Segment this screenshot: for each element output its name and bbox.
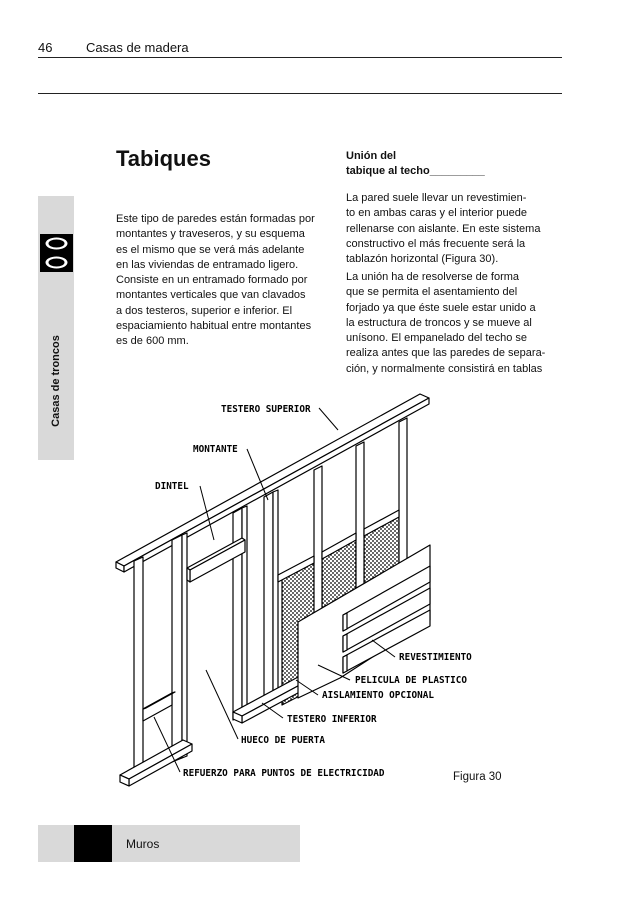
text-line: Este tipo de paredes están formadas por [116,213,315,225]
page-title: Tabiques [116,146,211,171]
text-line: montantes verticales que van clavados [116,289,306,302]
text-line: ción, y normalmente consistirá en tablas [346,362,543,375]
label-montante: MONTANTE [193,444,238,455]
text-line: es de 600 mm. [116,335,189,348]
text-line: en las viviendas de entramado ligero. [116,258,299,271]
section-heading: Unión del tabique al techo_________ [346,150,485,177]
text-line: tablazón horizontal (Figura 30). [346,253,499,266]
text-line: unísono. El empanelado del techo se [346,332,528,345]
text-line: a dos testeros, superior e inferior. El [116,304,293,317]
label-pelicula: PELICULA DE PLASTICO [355,675,467,686]
text-line: espaciamiento habitual entre montantes [116,320,312,333]
footer-block [74,825,112,862]
text-line: montantes y traveseros, y su esquema [116,228,305,241]
label-refuerzo: REFUERZO PARA PUNTOS DE ELECTRICIDAD [183,768,385,779]
label-hueco: HUECO DE PUERTA [241,735,325,746]
text-line: rellenarse con aislante. En este sistema [346,222,541,235]
text-line: to en ambas caras y el interior puede [346,207,527,220]
label-aislamiento: AISLAMIENTO OPCIONAL [322,690,434,701]
label-dintel: DINTEL [155,481,189,492]
running-title: Casas de madera [86,40,189,55]
text-line: Consiste en un entramado formado por [116,274,308,287]
label-testero-superior: TESTERO SUPERIOR [221,404,311,415]
figure-caption: Figura 30 [453,771,502,783]
text-line: la estructura de troncos y se mueve al [346,316,532,329]
text-line: forjado ya que éste suele estar unido a [346,301,536,314]
page-number: 46 [38,40,53,55]
text-line: que se permita el asentamiento del [346,286,518,299]
text-line: realiza antes que las paredes de separa- [346,347,546,360]
label-testero-inferior: TESTERO INFERIOR [287,714,377,725]
sidebar-label: Casas de troncos [50,335,62,427]
text-line: constructivo el más frecuente será la [346,237,526,250]
text-line: La pared suele llevar un revestimien- [346,192,527,204]
text-line: La unión ha de resolverse de forma [346,271,520,283]
label-revestimiento: REVESTIMIENTO [399,652,472,663]
footer-section-label: Muros [126,837,160,851]
text-line: es el mismo que se verá más adelante [116,243,305,256]
